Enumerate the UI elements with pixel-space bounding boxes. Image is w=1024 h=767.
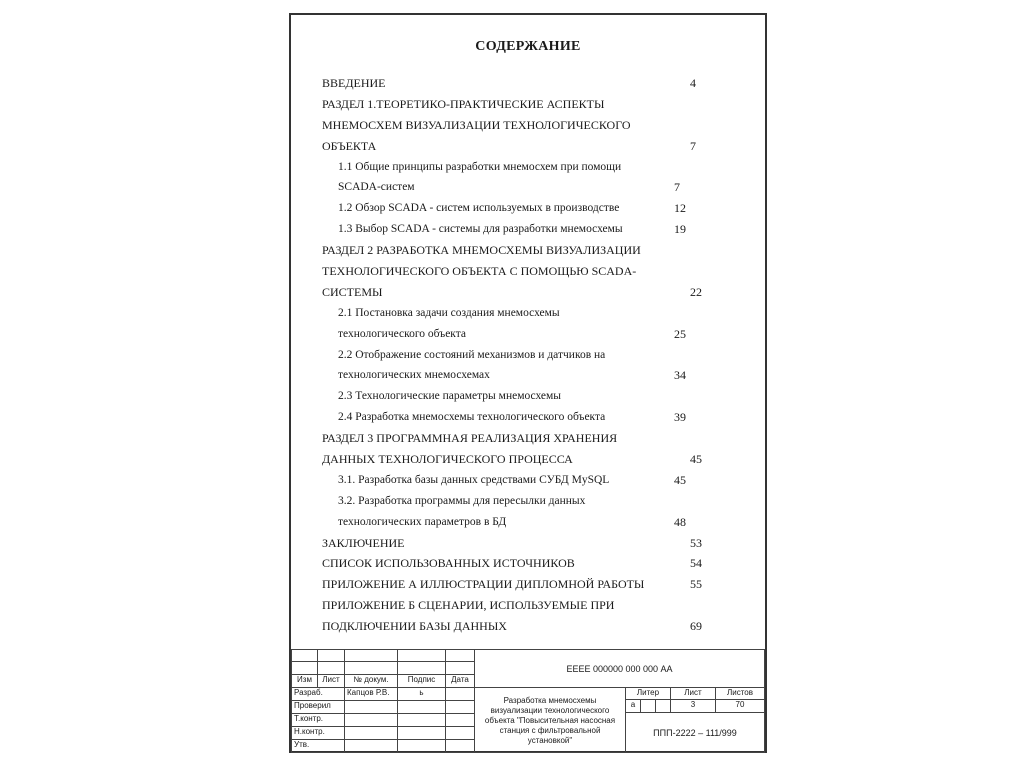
toc-entry-page: 39 [674,410,686,425]
stamp-cell [640,699,656,713]
listov-value: 70 [715,699,765,713]
toc-entry [322,115,722,136]
toc-entry-text: СПИСОК ИСПОЛЬЗОВАННЫХ ИСТОЧНИКОВ [322,556,575,571]
toc-entry-page: 7 [690,138,696,153]
razrab-sign: ь [397,687,446,701]
toc-entry [322,386,722,407]
document-code: ЕЕЕЕ 000000 000 000 АА [474,649,765,688]
stamp-cell [397,700,446,714]
toc-entry [322,261,722,282]
toc-entry-text: РАЗДЕЛ 3 ПРОГРАММНАЯ РЕАЛИЗАЦИЯ ХРАНЕНИЯ [322,431,618,446]
razrab-name: Капцов Р.В. [344,687,398,701]
toc-entry [322,303,722,324]
toc-entry-page: 7 [674,180,680,195]
stamp-cell [445,726,475,740]
list-label: Лист [670,687,716,700]
toc-entry-page: 34 [674,368,686,383]
title-block-stamp [291,649,765,753]
toc-entry [322,512,722,533]
document-title: Разработка мнемосхемы визуализации технологического объекта "Повысительная насосная станция с фильтровальной установкой" [474,687,626,753]
toc-entry-page: 48 [674,514,686,529]
liter-value: а [625,699,641,713]
stamp-cell [397,726,446,740]
toc-entry-text: ОБЪЕКТА [322,138,377,153]
toc-entry-text: 1.3 Выбор SCADA - системы для разработки мнемосхемы [338,223,623,236]
toc-entry-text: МНЕМОСХЕМ ВИЗУАЛИЗАЦИИ ТЕХНОЛОГИЧЕСКОГО [322,117,631,132]
organization-code: ППП-2222 – 111/999 [625,712,765,753]
stamp-cell [445,713,475,727]
toc-entry-text: РАЗДЕЛ 1.ТЕОРЕТИКО-ПРАКТИЧЕСКИЕ АСПЕКТЫ [322,96,605,111]
toc-entry-page: 12 [674,201,686,216]
toc-entry-page: 25 [674,326,686,341]
stamp-cell [344,661,398,675]
toc-entry-text: 3.1. Разработка базы данных средствами СУБД MySQL [338,473,610,486]
stamp-cell [397,739,446,753]
stamp-cell [344,713,398,727]
toc-entry [322,198,722,219]
toc-entry-text: технологических мнемосхемах [338,369,490,382]
toc-entry-text: ЗАКЛЮЧЕНИЕ [322,535,405,550]
toc-entry-page: 4 [690,76,696,90]
table-of-contents [322,73,722,637]
document-sheet [289,13,767,753]
toc-entry-text: ПРИЛОЖЕНИЕ А ИЛЛЮСТРАЦИИ ДИПЛОМНОЙ РАБОТЫ [322,577,645,592]
toc-entry-text: 1.1 Общие принципы разработки мнемосхем при помощи [338,160,622,173]
col-doc: № докум. [344,674,398,688]
toc-title: СОДЕРЖАНИЕ [475,39,581,54]
toc-entry [322,574,722,595]
toc-entry-page: 19 [674,222,686,237]
toc-entry [322,407,722,428]
toc-entry-text: ВВЕДЕНИЕ [322,76,386,90]
toc-entry-text: 1.2 Обзор SCADA - систем используемых в производстве [338,202,620,215]
toc-entry [322,282,722,303]
toc-entry [322,157,722,178]
stamp-cell [344,726,398,740]
toc-entry [322,595,722,616]
toc-entry [322,136,722,157]
toc-entry-text: ДАННЫХ ТЕХНОЛОГИЧЕСКОГО ПРОЦЕССА [322,452,573,467]
toc-entry-text: ТЕХНОЛОГИЧЕСКОГО ОБЪЕКТА С ПОМОЩЬЮ SCADA- [322,264,637,279]
row-tkontr: Т.контр. [291,713,345,727]
row-utv: Утв. [291,739,345,753]
toc-entry-page: 45 [674,472,686,487]
stamp-cell [344,700,398,714]
toc-entry [322,73,722,94]
listov-label: Листов [715,687,765,700]
col-list: Лист [317,674,345,688]
toc-entry-text: технологических параметров в БД [338,515,507,528]
stamp-cell [291,661,318,675]
toc-entry-text: СИСТЕМЫ [322,284,383,299]
liter-label: Литер [625,687,671,700]
toc-entry-text: 3.2. Разработка программы для пересылки данных [338,494,586,507]
toc-entry [322,94,722,115]
stamp-cell [317,661,345,675]
toc-entry-text: РАЗДЕЛ 2 РАЗРАБОТКА МНЕМОСХЕМЫ ВИЗУАЛИЗАЦИИ [322,243,641,258]
row-razrab: Разраб. [291,687,345,701]
toc-entry [322,553,722,574]
toc-entry [322,365,722,386]
toc-entry-page: 69 [690,619,702,634]
toc-entry [322,240,722,261]
toc-entry-text: 2.3 Технологические параметры мнемосхемы [338,390,562,403]
row-nkontr: Н.контр. [291,726,345,740]
toc-entry [322,324,722,345]
toc-entry-text: 2.1 Постановка задачи создания мнемосхемы [338,306,560,319]
toc-entry-text: SCADA-систем [338,181,415,194]
stamp-cell [397,713,446,727]
row-proveril: Проверил [291,700,345,714]
toc-entry-page: 55 [690,577,702,592]
toc-entry-text: 2.2 Отображение состояний механизмов и датчиков на [338,348,606,361]
toc-entry-text: технологического объекта [338,327,466,340]
stamp-cell [445,739,475,753]
toc-entry [322,491,722,512]
toc-entry [322,470,722,491]
toc-entry [322,345,722,366]
toc-entry-text: ПРИЛОЖЕНИЕ Б СЦЕНАРИИ, ИСПОЛЬЗУЕМЫЕ ПРИ [322,598,615,613]
toc-entry [322,449,722,470]
toc-entry-text: ПОДКЛЮЧЕНИИ БАЗЫ ДАННЫХ [322,619,507,634]
stamp-cell [655,699,671,713]
toc-entry [322,533,722,554]
list-value: 3 [670,699,716,713]
toc-entry [322,219,722,240]
toc-entry-page: 54 [690,556,702,571]
stamp-cell [445,661,475,675]
stamp-cell [397,661,446,675]
stamp-cell [344,739,398,753]
stamp-cell [445,687,475,701]
toc-entry-page: 45 [690,452,702,467]
toc-entry [322,616,722,637]
toc-entry-page: 22 [690,284,702,299]
toc-entry-page: 53 [690,535,702,550]
col-izm: Изм [291,674,318,688]
toc-entry [322,428,722,449]
stamp-cell [445,700,475,714]
toc-entry [322,177,722,198]
col-date: Дата [445,674,475,688]
col-sign: Подпис [397,674,446,688]
toc-entry-text: 2.4 Разработка мнемосхемы технологического объекта [338,411,606,424]
